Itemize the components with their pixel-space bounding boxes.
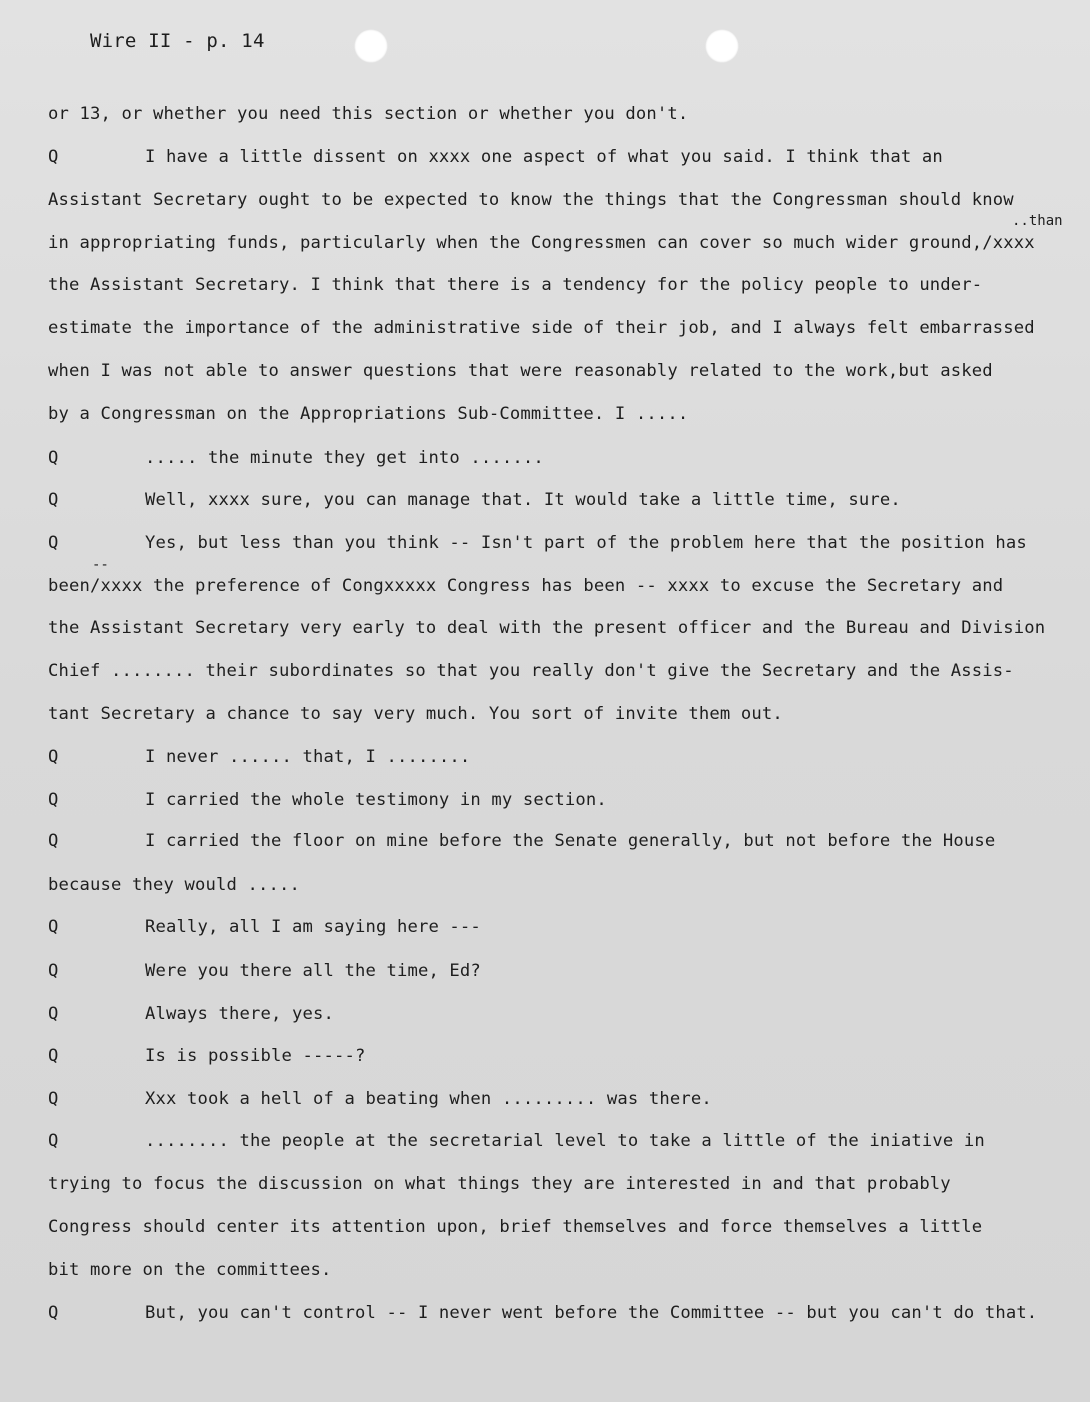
speaker-label: Q [48,831,59,851]
transcript-line: I have a little dissent on xxxx one aspect of what you said. I think that an [145,147,943,167]
speaker-label: Q [48,448,59,468]
transcript-line: Well, xxxx sure, you can manage that. It would take a little time, sure. [145,490,901,510]
transcript-line: But, you can't control -- I never went before the Committee -- but you can't do that. [145,1303,1038,1323]
transcript-line: bit more on the committees. [48,1260,332,1280]
transcript-line: Really, all I am saying here --- [145,917,481,937]
speaker-label: Q [48,490,59,510]
page-header: Wire II - p. 14 [90,30,265,52]
transcript-line: Chief ........ their subordinates so that you really don't give the Secretary and the Assis- [48,661,1014,681]
transcript-line: Is is possible -----? [145,1046,366,1066]
transcript-line: in appropriating funds, particularly when the Congressmen can cover so much wider ground,/xxxx [48,233,1035,253]
transcript-line: because they would ..... [48,875,300,895]
transcript-line: ........ the people at the secretarial level to take a little of the iniative in [145,1131,985,1151]
transcript-line: the Assistant Secretary very early to deal with the present officer and the Bureau and Division [48,618,1046,638]
speaker-label: Q [48,790,59,810]
speaker-label: Q [48,917,59,937]
transcript-line: the Assistant Secretary. I think that there is a tendency for the policy people to under- [48,275,983,295]
transcript-line: I carried the whole testimony in my section. [145,790,607,810]
transcript-line: I carried the floor on mine before the Senate generally, but not before the House [145,831,996,851]
transcript-line: I never ...... that, I ........ [145,747,471,767]
transcript-line: Xxx took a hell of a beating when ......... was there. [145,1089,712,1109]
speaker-label: Q [48,1303,59,1323]
speaker-label: Q [48,961,59,981]
transcript-line: Always there, yes. [145,1004,334,1024]
handwritten-insertion: -- [92,557,109,573]
transcript-line: been/xxxx the preference of Congxxxxx Congress has been -- xxxx to excuse the Secretary and [48,576,1004,596]
speaker-label: Q [48,147,59,167]
speaker-label: Q [48,1046,59,1066]
transcript-line: trying to focus the discussion on what things they are interested in and that probably [48,1174,951,1194]
handwritten-insertion: ..than [1012,213,1063,229]
speaker-label: Q [48,747,59,767]
transcript-line: ..... the minute they get into ....... [145,448,544,468]
transcript-line: Yes, but less than you think -- Isn't part of the problem here that the position has [145,533,1027,553]
transcript-line: when I was not able to answer questions that were reasonably related to the work,but asked [48,361,993,381]
punch-hole [354,29,388,63]
speaker-label: Q [48,1131,59,1151]
punch-hole [705,29,739,63]
transcript-line: tant Secretary a chance to say very much. You sort of invite them out. [48,704,783,724]
transcript-line: Congress should center its attention upon, brief themselves and force themselves a little [48,1217,983,1237]
speaker-label: Q [48,533,59,553]
transcript-line: estimate the importance of the administrative side of their job, and I always felt embarrassed [48,318,1035,338]
transcript-line: Assistant Secretary ought to be expected to know the things that the Congressman should know [48,190,1014,210]
speaker-label: Q [48,1004,59,1024]
transcript-line: by a Congressman on the Appropriations Sub-Committee. I ..... [48,404,689,424]
transcript-line: Were you there all the time, Ed? [145,961,481,981]
speaker-label: Q [48,1089,59,1109]
transcript-line: or 13, or whether you need this section or whether you don't. [48,104,689,124]
